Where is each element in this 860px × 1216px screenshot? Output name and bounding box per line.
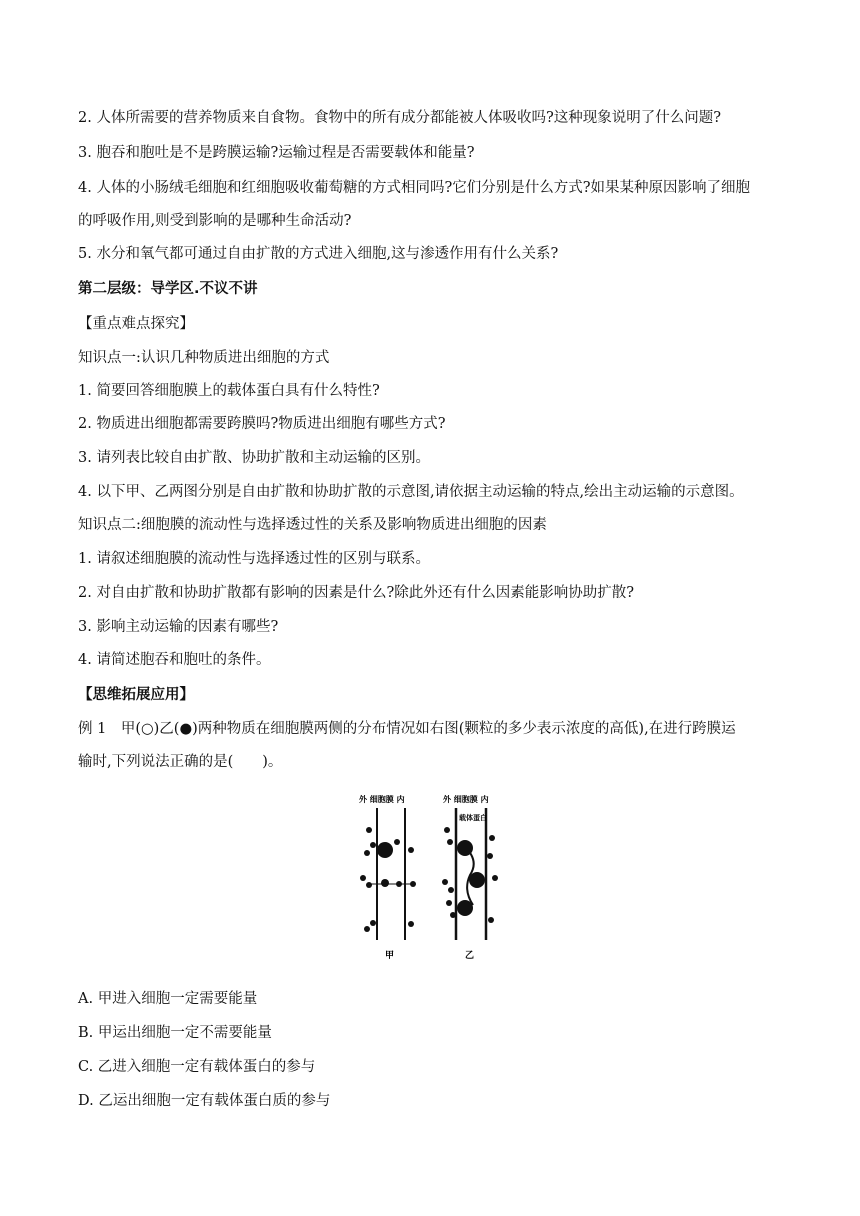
option-a: A. 甲进入细胞一定需要能量 <box>78 991 258 1007</box>
membrane-transport-figure <box>355 790 515 965</box>
question-5: 5. 水分和氧气都可通过自由扩散的方式进入细胞,这与渗透作用有什么关系? <box>78 246 559 262</box>
kp1-item-1: 1. 简要回答细胞膜上的载体蛋白具有什么特性? <box>78 383 380 399</box>
panel-yi <box>442 808 498 940</box>
kp2-item-4: 4. 请简述胞吞和胞吐的条件。 <box>78 652 271 668</box>
figure-right-caption: 乙 <box>465 951 475 961</box>
kp1-title: 知识点一:认识几种物质进出细胞的方式 <box>78 350 330 366</box>
option-b: B. 甲运出细胞一定不需要能量 <box>78 1025 272 1041</box>
question-2: 2. 人体所需要的营养物质来自食物。食物中的所有成分都能被人体吸收吗?这种现象说明了什么问题? <box>78 110 721 126</box>
example1-stem-line1: 例 1 甲(○)乙(●)两种物质在细胞膜两侧的分布情况如右图(颗粒的多少表示浓度的高低),在进行跨膜运 <box>78 721 736 737</box>
figure-right-header: 外 细胞膜 内 <box>443 795 489 804</box>
kp1-item-2: 2. 物质进出细胞都需要跨膜吗?物质进出细胞有哪些方式? <box>78 416 446 432</box>
option-d: D. 乙运出细胞一定有载体蛋白质的参与 <box>78 1093 331 1109</box>
kp2-item-3: 3. 影响主动运输的因素有哪些? <box>78 619 279 635</box>
carrier-protein-label: 载体蛋白 <box>459 814 487 822</box>
kp2-title: 知识点二:细胞膜的流动性与选择透过性的关系及影响物质进出细胞的因素 <box>78 517 547 533</box>
kp1-item-4: 4. 以下甲、乙两图分别是自由扩散和协助扩散的示意图,请依据主动运输的特点,绘出主动运输的示意图。 <box>78 484 744 500</box>
level2-heading: 第二层级：导学区.不议不讲 <box>78 281 258 297</box>
panel-jia <box>360 808 416 940</box>
kp1-item-3: 3. 请列表比较自由扩散、协助扩散和主动运输的区别。 <box>78 450 430 466</box>
kp2-item-2: 2. 对自由扩散和协助扩散都有影响的因素是什么?除此外还有什么因素能影响协助扩散? <box>78 585 634 601</box>
question-4-line2: 的呼吸作用,则受到影响的是哪种生命活动? <box>78 213 352 229</box>
key-section-heading: 【重点难点探究】 <box>78 316 194 332</box>
question-4-line1: 4. 人体的小肠绒毛细胞和红细胞吸收葡萄糖的方式相同吗?它们分别是什么方式?如果某种原因影响了细胞 <box>78 180 750 196</box>
figure-left-header: 外 细胞膜 内 <box>359 795 405 804</box>
example1-stem-line2: 输时,下列说法正确的是( )。 <box>78 754 283 770</box>
question-3: 3. 胞吞和胞吐是不是跨膜运输?运输过程是否需要载体和能量? <box>78 145 475 161</box>
kp2-item-1: 1. 请叙述细胞膜的流动性与选择透过性的区别与联系。 <box>78 551 430 567</box>
thinking-heading: 【思维拓展应用】 <box>78 687 194 703</box>
option-c: C. 乙进入细胞一定有载体蛋白的参与 <box>78 1059 316 1075</box>
figure-left-caption: 甲 <box>385 951 395 961</box>
